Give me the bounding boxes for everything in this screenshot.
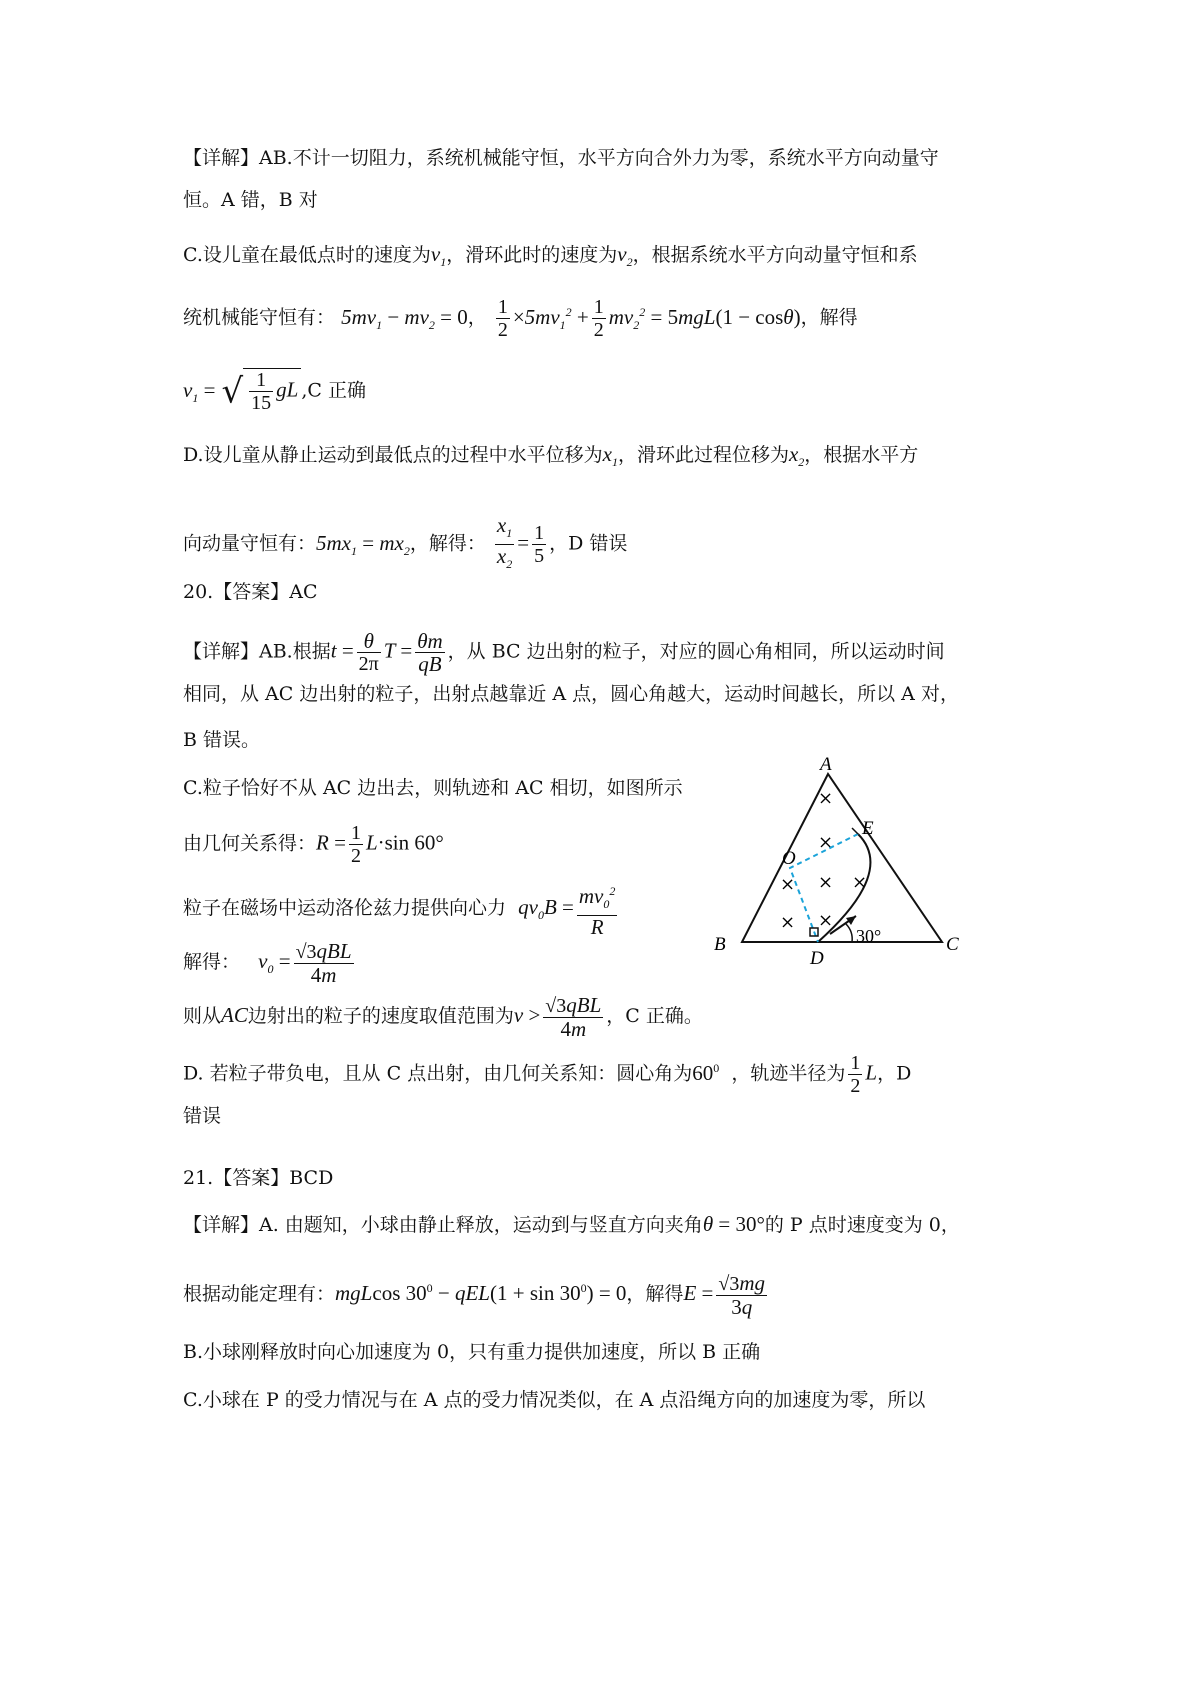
d-displacement-line: D.设儿童从静止运动到最低点的过程中水平位移为$x_1$，滑环此过程位移为$x_2$，根据水平方 xyxy=(183,442,919,470)
triangle-field-diagram-main xyxy=(710,752,970,972)
svg-text:×: × xyxy=(818,910,834,931)
svg-text:30°: 30° xyxy=(856,926,882,946)
v1-result-line: $v_1$ = √ $\frac{1}{15}$ gL ,C 正确 xyxy=(183,369,366,414)
detail-20-line-1: 【详解】AB.根据t = $\frac{\theta}{2\pi}$ T = $\frac{\theta m}{qB}$ ，从 BC 边出射的粒子，对应的圆心角相同，所以运动时间 xyxy=(183,629,945,676)
svg-text:×: × xyxy=(818,832,834,853)
d-momentum-line: 向动量守恒有：$5mx_1 = mx_2$，解得： $\frac{x_1}{x_2}$ = $\frac{1}{5}$ ，D 错误 xyxy=(183,513,628,572)
svg-text:O: O xyxy=(782,848,796,869)
svg-text:E: E xyxy=(862,818,874,839)
detail-21-c-line: C.小球在 P 的受力情况与在 A 点的受力情况类似，在 A 点沿绳方向的加速度为零，所以 xyxy=(183,1389,926,1411)
detail-20-d-line-2: 错误 xyxy=(183,1105,222,1127)
v0-result-line: 解得： $v_0$ = $\frac{\text{√3qBL}}{4m}$ xyxy=(183,939,352,987)
detail-21-line-1: 【详解】A. 由题知，小球由静止释放，运动到与竖直方向夹角θ = 30°的 P 点时速度变为 0， xyxy=(183,1212,960,1236)
svg-text:A: A xyxy=(820,754,832,775)
svg-text:×: × xyxy=(818,788,834,809)
detail-20-d-line: D. 若粒子带负电，且从 C 点出射，由几何关系知：圆心角为$60^0$ ，轨迹半径为 $\frac{1}{2}$ L，D xyxy=(183,1052,912,1097)
svg-text:C: C xyxy=(946,934,959,955)
lorentz-line: 粒子在磁场中运动洛伦兹力提供向心力 $qv_0B$ = $\frac{mv_0^2}{R}$ xyxy=(183,880,620,938)
svg-text:×: × xyxy=(780,912,796,933)
detail-20-line-3: B 错误。 xyxy=(183,729,261,751)
detail-line-1: 【详解】AB.不计一切阻力，系统机械能守恒，水平方向合外力为零，系统水平方向动量守 xyxy=(183,147,939,169)
momentum-equation: $5mv_1 - mv_2 = 0$ xyxy=(341,304,468,332)
svg-text:D: D xyxy=(810,948,824,969)
answer-21: 21.【答案】BCD xyxy=(183,1167,334,1189)
detail-20-c-line: C.粒子恰好不从 AC 边出去，则轨迹和 AC 相切，如图所示 xyxy=(183,777,683,799)
answer-20: 20.【答案】AC xyxy=(183,581,318,603)
geometry-line: 由几何关系得：R = $\frac{1}{2}$ L·sin 60° xyxy=(183,822,444,867)
svg-text:×: × xyxy=(818,872,834,893)
c-conservation-line: 统机械能守恒有： $5mv_1 - mv_2 = 0$， $\frac{1}{2}$ $\times 5mv_1^2$ + $\frac{1}{2}$ $mv_2^2 = 5mgL(1 - \cos\theta)$，解得 xyxy=(183,296,858,341)
v-range-line: 则从AC边射出的粒子的速度取值范围为v > $\frac{\text{√3qBL}}{4m}$ ，C 正确。 xyxy=(183,993,703,1041)
detail-21-b-line: B.小球刚释放时向心加速度为 0，只有重力提供加速度，所以 B 正确 xyxy=(183,1341,761,1363)
detail-20-line-2: 相同，从 AC 边出射的粒子，出射点越靠近 A 点，圆心角越大，运动时间越长，所以 A 对， xyxy=(183,683,959,705)
svg-text:×: × xyxy=(780,874,796,895)
svg-text:×: × xyxy=(852,872,868,893)
detail-line-2: 恒。A 错，B 对 xyxy=(183,189,318,211)
c-velocity-line: C.设儿童在最低点时的速度为$v_1$，滑环此时的速度为$v_2$，根据系统水平方向动量守恒和系 xyxy=(183,242,918,270)
svg-text:B: B xyxy=(714,934,726,955)
detail-21-energy-line: 根据动能定理有：mgLcos $30^0 - qEL(1 + \sin 30^0) = 0$，解得E = $\frac{√3mg}{3q}$ xyxy=(183,1271,766,1319)
